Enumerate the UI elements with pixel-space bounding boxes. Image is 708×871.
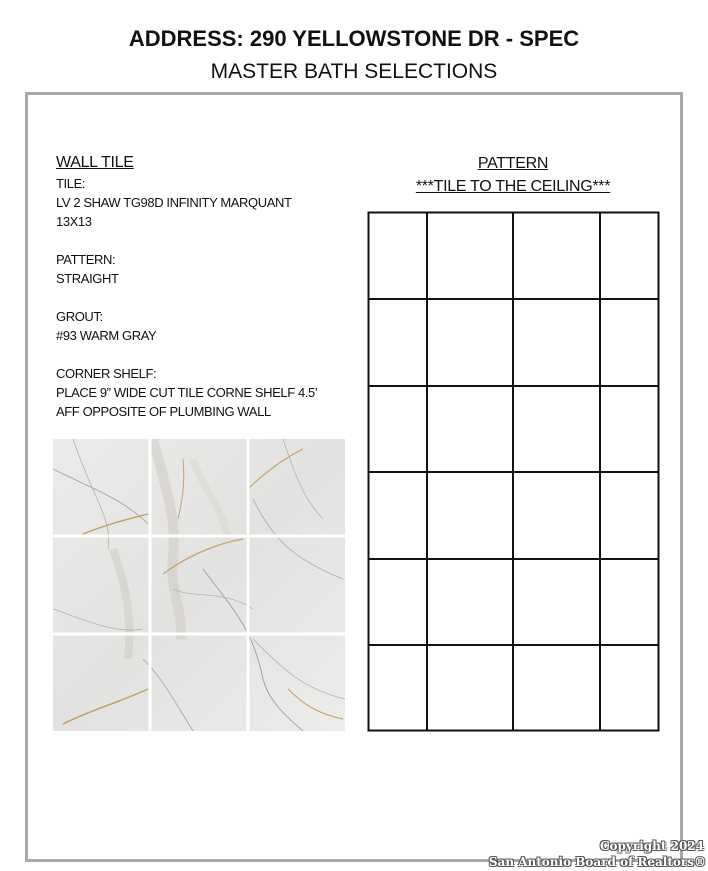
wall-tile-heading: WALL TILE: [56, 154, 134, 171]
copyright-watermark: Copyright 2024: [599, 839, 704, 853]
tile-name: LV 2 SHAW TG98D INFINITY MARQUANT: [56, 195, 292, 210]
corner-shelf-line-2: AFF OPPOSITE OF PLUMBING WALL: [56, 404, 271, 419]
pattern-heading: PATTERN: [477, 155, 549, 172]
document-title: ADDRESS: 290 YELLOWSTONE DR - SPEC: [128, 26, 580, 51]
document-subtitle: MASTER BATH SELECTIONS: [210, 60, 498, 83]
grout-value: #93 WARM GRAY: [56, 328, 157, 343]
board-watermark: San Antonio Board of Realtors®: [488, 855, 706, 869]
pattern-value: STRAIGHT: [56, 271, 119, 286]
corner-shelf-line-1: PLACE 9” WIDE CUT TILE CORNE SHELF 4.5’: [56, 385, 318, 400]
tile-size: 13X13: [56, 214, 92, 229]
tile-to-ceiling-note: ***TILE TO THE CEILING***: [415, 178, 611, 195]
tile-pattern-grid: [367, 211, 661, 733]
tile-sample-image: [53, 439, 345, 731]
grout-label: GROUT:: [56, 309, 103, 324]
pattern-heading-block: [398, 152, 628, 198]
tile-label: TILE:: [56, 176, 86, 191]
corner-shelf-label: CORNER SHELF:: [56, 366, 157, 381]
pattern-label: PATTERN:: [56, 252, 116, 267]
wall-tile-section: [56, 152, 356, 421]
